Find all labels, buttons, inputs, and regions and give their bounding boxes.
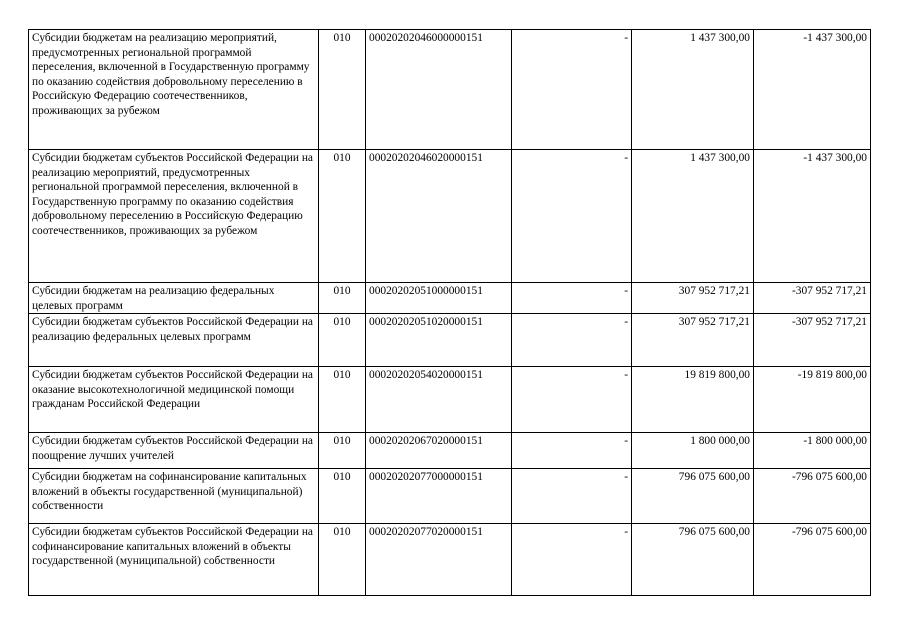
planned-amount-cell: - (512, 367, 632, 433)
administrator-code-cell: 010 (319, 433, 366, 469)
administrator-code-cell: 010 (319, 150, 366, 283)
planned-amount-cell: - (512, 469, 632, 524)
budget-classification-code-cell: 00020202054020000151 (366, 367, 512, 433)
table-row (29, 150, 871, 283)
budget-classification-code-cell: 00020202046020000151 (366, 150, 512, 283)
deviation-amount-cell: -796 075 600,00 (754, 524, 871, 596)
revenue-name-cell: Субсидии бюджетам на софинансирование капитальных вложений в объекты государственной (муниципальной) собственности (29, 469, 319, 524)
table-row (29, 524, 871, 596)
budget-classification-code-cell: 00020202077020000151 (366, 524, 512, 596)
budget-classification-code-cell: 00020202046000000151 (366, 30, 512, 150)
executed-amount-cell: 19 819 800,00 (632, 367, 754, 433)
deviation-amount-cell: -19 819 800,00 (754, 367, 871, 433)
administrator-code-cell: 010 (319, 367, 366, 433)
administrator-code-cell: 010 (319, 30, 366, 150)
table-row (29, 314, 871, 367)
planned-amount-cell: - (512, 314, 632, 367)
revenue-name-cell: Субсидии бюджетам субъектов Российской Федерации на реализацию мероприятий, предусмотренных региональной программой переселения, включенной в Государственную программу по оказанию содействия добровольному переселению в Российскую Федерацию соотечественников, проживающих за рубежом (29, 150, 319, 283)
budget-classification-code-cell: 00020202067020000151 (366, 433, 512, 469)
revenue-name-cell: Субсидии бюджетам субъектов Российской Федерации на софинансирование капитальных вложений в объекты государственной (муниципальной) собственности (29, 524, 319, 596)
deviation-amount-cell: -307 952 717,21 (754, 314, 871, 367)
table-row (29, 433, 871, 469)
administrator-code-cell: 010 (319, 314, 366, 367)
deviation-amount-cell: -1 800 000,00 (754, 433, 871, 469)
planned-amount-cell: - (512, 30, 632, 150)
executed-amount-cell: 307 952 717,21 (632, 283, 754, 314)
executed-amount-cell: 1 800 000,00 (632, 433, 754, 469)
deviation-amount-cell: -307 952 717,21 (754, 283, 871, 314)
revenue-name-cell: Субсидии бюджетам субъектов Российской Федерации на поощрение лучших учителей (29, 433, 319, 469)
executed-amount-cell: 796 075 600,00 (632, 469, 754, 524)
table-row (29, 30, 871, 150)
deviation-amount-cell: -1 437 300,00 (754, 150, 871, 283)
administrator-code-cell: 010 (319, 524, 366, 596)
executed-amount-cell: 1 437 300,00 (632, 30, 754, 150)
revenue-name-cell: Субсидии бюджетам субъектов Российской Федерации на реализацию федеральных целевых программ (29, 314, 319, 367)
planned-amount-cell: - (512, 524, 632, 596)
executed-amount-cell: 1 437 300,00 (632, 150, 754, 283)
budget-classification-code-cell: 00020202051000000151 (366, 283, 512, 314)
planned-amount-cell: - (512, 150, 632, 283)
administrator-code-cell: 010 (319, 283, 366, 314)
executed-amount-cell: 796 075 600,00 (632, 524, 754, 596)
revenue-name-cell: Субсидии бюджетам субъектов Российской Федерации на оказание высокотехнологичной медицинской помощи гражданам Российской Федерации (29, 367, 319, 433)
revenue-name-cell: Субсидии бюджетам на реализацию федеральных целевых программ (29, 283, 319, 314)
budget-classification-code-cell: 00020202051020000151 (366, 314, 512, 367)
budget-classification-code-cell: 00020202077000000151 (366, 469, 512, 524)
deviation-amount-cell: -796 075 600,00 (754, 469, 871, 524)
deviation-amount-cell: -1 437 300,00 (754, 30, 871, 150)
executed-amount-cell: 307 952 717,21 (632, 314, 754, 367)
revenue-name-cell: Субсидии бюджетам на реализацию мероприятий, предусмотренных региональной программой переселения, включенной в Государственную программу по оказанию содействия добровольному переселению в Российскую Федерацию соотечественников, проживающих за рубежом (29, 30, 319, 150)
table-row (29, 469, 871, 524)
administrator-code-cell: 010 (319, 469, 366, 524)
table-row (29, 367, 871, 433)
planned-amount-cell: - (512, 283, 632, 314)
table-row (29, 283, 871, 314)
planned-amount-cell: - (512, 433, 632, 469)
budget-revenue-table (28, 29, 871, 596)
